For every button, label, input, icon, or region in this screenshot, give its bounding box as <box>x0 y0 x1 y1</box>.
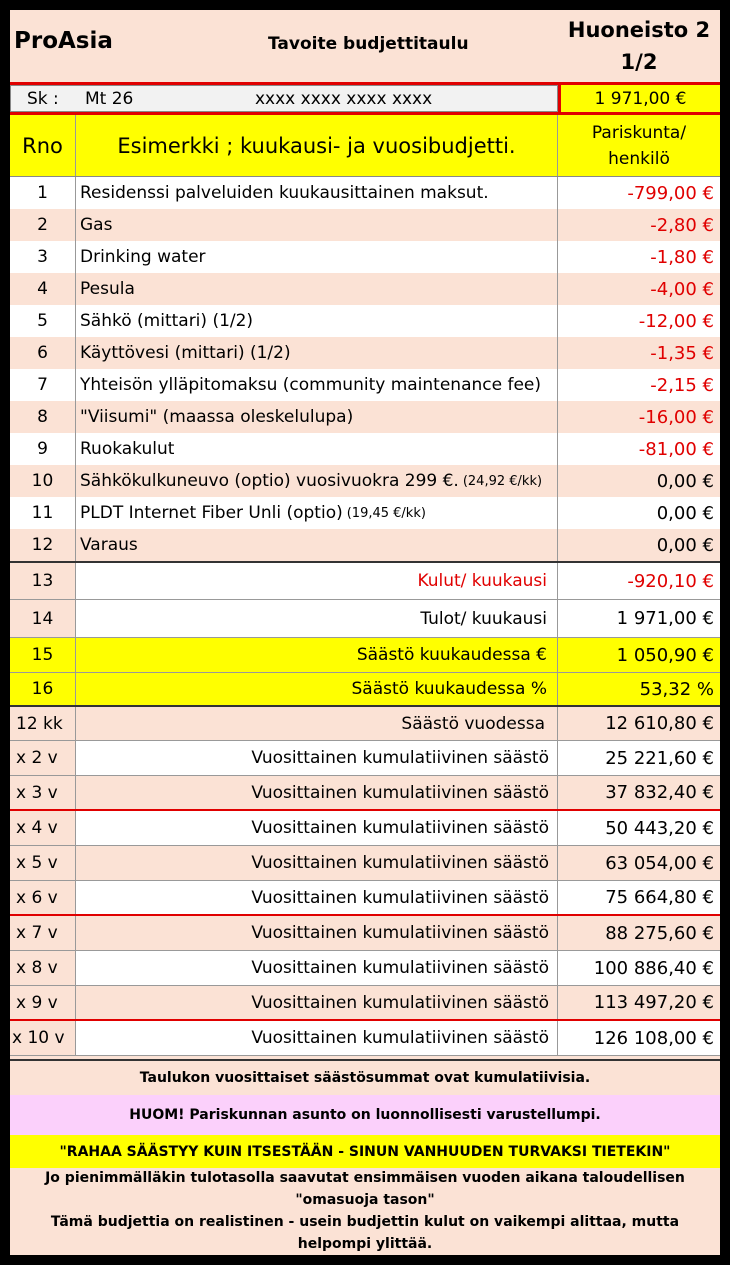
cumulative-years: x 9 v <box>10 986 76 1019</box>
summary-amount: 1 050,90 € <box>616 644 714 666</box>
col-amount <box>558 115 720 176</box>
row-description <box>76 433 558 465</box>
col-description: Esimerkki ; kuukausi- ja vuosibudjetti. <box>76 115 558 176</box>
row-number: 8 <box>10 401 76 433</box>
sk-cell <box>10 85 558 112</box>
summary-number: 14 <box>10 600 76 637</box>
cumulative-amount: 37 832,40 € <box>558 776 720 809</box>
cumulative-row <box>10 776 720 811</box>
note-paragraph-1: Jo pienimmälläkin tulotasolla saavutat ensimmäisen vuoden aikana taloudellisen "omasuoja tason" <box>10 1168 720 1210</box>
note-paragraph-2: Tämä budjettia on realistinen - usein budjettin kulut on vaikempi alittaa, mutta helpompi ylittää. <box>10 1210 720 1255</box>
title-cell <box>10 10 558 82</box>
row-number: 2 <box>10 209 76 241</box>
row-amount: 0,00 € <box>656 470 714 492</box>
cumulative-years: x 2 v <box>10 741 76 775</box>
expense-row <box>10 337 720 369</box>
yearly-saving-row <box>10 705 720 741</box>
sk-label: Sk : <box>27 88 59 109</box>
row-amount: -1,80 € <box>650 246 714 268</box>
cumulative-row <box>10 916 720 951</box>
cumulative-desc: Vuosittainen kumulatiivinen säästö <box>76 881 558 914</box>
row-amount: 0,00 € <box>656 502 714 524</box>
cumulative-years: x 4 v <box>10 811 76 845</box>
expense-row <box>10 305 720 337</box>
cumulative-row <box>10 881 720 916</box>
summary-label: Tulot/ kuukausi <box>76 600 558 637</box>
note-slogan: "RAHAA SÄÄSTYY KUIN ITSESTÄÄN - SINUN VANHUUDEN TURVAKSI TIETEKIN" <box>10 1135 720 1168</box>
cumulative-row <box>10 811 720 846</box>
col-rno: Rno <box>10 115 76 176</box>
row-description-text: PLDT Internet Fiber Unli (optio) <box>80 503 343 523</box>
income-top-value: 1 971,00 € <box>594 88 687 109</box>
unit-name: Huoneisto 2 <box>567 18 711 42</box>
brand-name: ProAsia <box>14 28 113 54</box>
row-description-text: Ruokakulut <box>80 439 175 459</box>
row-number: 5 <box>10 305 76 337</box>
summary-row <box>10 561 720 599</box>
expense-row <box>10 177 720 209</box>
summary-number: 13 <box>10 563 76 599</box>
expense-row <box>10 497 720 529</box>
row-description <box>76 209 558 241</box>
col-amount-line1: Pariskunta/ <box>591 122 687 143</box>
masked-number: xxxx xxxx xxxx xxxx <box>255 88 433 109</box>
expense-row <box>10 401 720 433</box>
cumulative-desc: Vuosittainen kumulatiivinen säästö <box>76 951 558 985</box>
yearly-saving-amount: 12 610,80 € <box>605 713 714 734</box>
row-description-text: Pesula <box>80 279 135 299</box>
row-description-text: Sähkö (mittari) (1/2) <box>80 311 254 331</box>
cumulative-desc: Vuosittainen kumulatiivinen säästö <box>76 811 558 845</box>
unit-cell <box>558 10 720 82</box>
col-amount-line2: henkilö <box>608 148 670 169</box>
row-description <box>76 305 558 337</box>
row-description-text: "Viisumi" (maassa oleskelulupa) <box>80 407 354 427</box>
row-amount: -799,00 € <box>627 182 714 204</box>
cumulative-amount: 88 275,60 € <box>558 916 720 950</box>
row-description-text: Käyttövesi (mittari) (1/2) <box>80 343 291 363</box>
cumulative-years: x 10 v <box>10 1021 76 1055</box>
row-description-text: Residenssi palveluiden kuukausittainen maksut. <box>80 183 489 203</box>
row-number: 1 <box>10 177 76 209</box>
cumulative-desc: Vuosittainen kumulatiivinen säästö <box>76 1021 558 1055</box>
row-amount: -12,00 € <box>638 310 714 332</box>
cumulative-desc: Vuosittainen kumulatiivinen säästö <box>76 776 558 809</box>
cumulative-amount: 113 497,20 € <box>558 986 720 1019</box>
cumulative-desc: Vuosittainen kumulatiivinen säästö <box>76 741 558 775</box>
sk-row <box>10 82 720 115</box>
summary-number: 16 <box>10 673 76 705</box>
income-top-cell <box>558 85 720 112</box>
yearly-saving-label: 12 kk <box>10 707 76 740</box>
row-description-text: Drinking water <box>80 247 206 267</box>
expense-row <box>10 241 720 273</box>
row-number: 11 <box>10 497 76 529</box>
cumulative-amount: 100 886,40 € <box>558 951 720 985</box>
row-description <box>76 369 558 401</box>
row-description-text: Sähkökulkuneuvo (optio) vuosivuokra 299 €. <box>80 471 459 491</box>
cumulative-desc: Vuosittainen kumulatiivinen säästö <box>76 846 558 880</box>
cumulative-amount: 75 664,80 € <box>558 881 720 914</box>
summary-label: Säästö kuukaudessa € <box>76 638 558 672</box>
row-description <box>76 529 558 561</box>
summary-amount: 53,32 % <box>639 678 714 700</box>
row-amount: 0,00 € <box>656 534 714 556</box>
summary-row <box>10 637 720 672</box>
row-number: 9 <box>10 433 76 465</box>
sk-value: Mt 26 <box>85 88 134 109</box>
unit-share: 1/2 <box>620 50 658 74</box>
row-description-text: Gas <box>80 215 113 235</box>
row-description <box>76 465 558 497</box>
cumulative-years: x 5 v <box>10 846 76 880</box>
row-amount: -2,80 € <box>650 214 714 236</box>
expense-row <box>10 465 720 497</box>
column-header-row <box>10 115 720 177</box>
expense-row <box>10 433 720 465</box>
row-number: 3 <box>10 241 76 273</box>
expense-row <box>10 529 720 561</box>
row-number: 7 <box>10 369 76 401</box>
note-cumulative: Taulukon vuosittaiset säästösummat ovat kumulatiivisia. <box>10 1059 720 1095</box>
row-number: 12 <box>10 529 76 561</box>
note-huom: HUOM! Pariskunnan asunto on luonnollisesti varustellumpi. <box>10 1095 720 1135</box>
cumulative-amount: 25 221,60 € <box>558 741 720 775</box>
summary-row <box>10 672 720 705</box>
cumulative-amount: 50 443,20 € <box>558 811 720 845</box>
row-description <box>76 497 558 529</box>
cumulative-row <box>10 741 720 776</box>
row-amount: -16,00 € <box>638 406 714 428</box>
cumulative-years: x 3 v <box>10 776 76 809</box>
row-description <box>76 177 558 209</box>
expense-row <box>10 209 720 241</box>
cumulative-desc: Vuosittainen kumulatiivinen säästö <box>76 916 558 950</box>
summary-label: Kulut/ kuukausi <box>76 563 558 599</box>
row-description <box>76 273 558 305</box>
row-monthly-note: (24,92 €/kk) <box>462 473 543 489</box>
summary-amount: 1 971,00 € <box>616 608 714 629</box>
row-amount: -81,00 € <box>638 438 714 460</box>
row-number: 6 <box>10 337 76 369</box>
expense-row <box>10 369 720 401</box>
cumulative-years: x 8 v <box>10 951 76 985</box>
row-amount: -1,35 € <box>650 342 714 364</box>
cumulative-row <box>10 846 720 881</box>
summary-row <box>10 599 720 637</box>
cumulative-years: x 6 v <box>10 881 76 914</box>
row-monthly-note: (19,45 €/kk) <box>346 505 426 521</box>
summary-label: Säästö kuukaudessa % <box>76 673 558 705</box>
budget-sheet <box>10 10 720 1255</box>
row-description <box>76 337 558 369</box>
summary-number: 15 <box>10 638 76 672</box>
cumulative-amount: 126 108,00 € <box>558 1021 720 1055</box>
cumulative-row <box>10 986 720 1021</box>
row-amount: -4,00 € <box>650 278 714 300</box>
row-amount: -2,15 € <box>650 374 714 396</box>
cumulative-amount: 63 054,00 € <box>558 846 720 880</box>
cumulative-years: x 7 v <box>10 916 76 950</box>
cumulative-row <box>10 951 720 986</box>
row-description-text: Varaus <box>80 535 138 555</box>
cumulative-row <box>10 1021 720 1056</box>
row-description <box>76 241 558 273</box>
row-description-text: Yhteisön ylläpitomaksu (community maintenance fee) <box>80 375 542 395</box>
row-number: 10 <box>10 465 76 497</box>
title-row <box>10 10 720 82</box>
page-title: Tavoite budjettitaulu <box>268 34 469 54</box>
summary-amount: -920,10 € <box>627 570 714 592</box>
cumulative-desc: Vuosittainen kumulatiivinen säästö <box>76 986 558 1019</box>
row-number: 4 <box>10 273 76 305</box>
row-description <box>76 401 558 433</box>
expense-row <box>10 273 720 305</box>
yearly-saving-desc: Säästö vuodessa <box>76 707 558 740</box>
